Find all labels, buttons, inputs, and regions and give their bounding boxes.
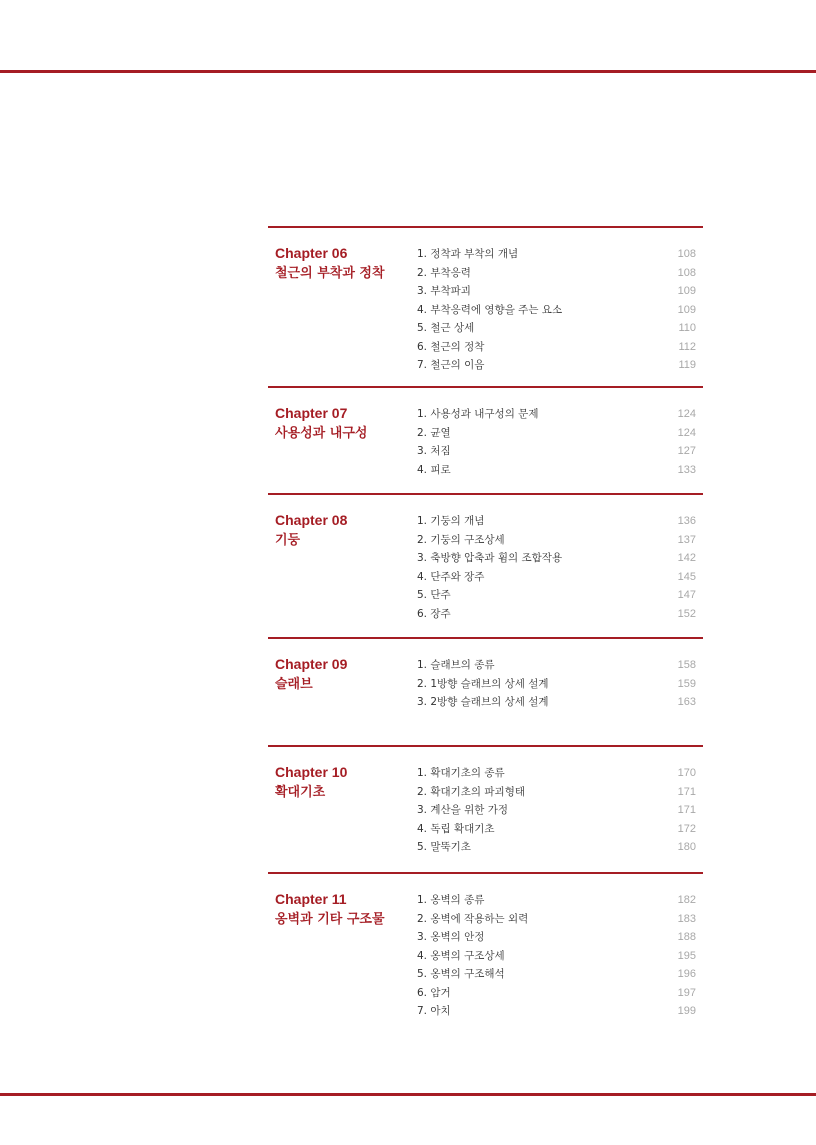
toc-entry[interactable] [417,319,703,338]
toc-entry[interactable] [417,356,703,375]
toc-entry[interactable] [417,801,703,820]
toc-entry-page: 183 [677,912,696,925]
toc-entry-label: 5. 단주 [417,589,451,601]
toc-entry[interactable] [417,928,703,947]
chapter-heading [275,403,415,444]
toc-entry-page: 147 [677,589,696,601]
toc-entry-label: 2. 확대기초의 파괴형태 [417,785,525,798]
toc-entry[interactable] [417,442,703,461]
toc-entry-label: 5. 철근 상세 [417,322,475,334]
toc-entry[interactable] [417,764,703,783]
toc-entry-page: 145 [677,570,696,583]
toc-entry[interactable] [417,301,703,320]
toc-entry-label: 6. 장주 [417,607,451,620]
toc-entry-page: 182 [677,894,696,906]
toc-entry-label: 2. 1방향 슬래브의 상세 설계 [417,677,549,690]
toc-entry-label: 1. 슬래브의 종류 [417,659,495,671]
toc-entry-label: 4. 단주와 장주 [417,570,485,583]
chapter-entries [417,228,703,375]
toc-entry-page: 112 [678,340,696,353]
chapter-title: 기둥 [275,533,301,548]
toc-entry-label: 3. 옹벽의 안정 [417,931,485,943]
toc-entry-label: 3. 처짐 [417,445,451,457]
toc-entry-page: 163 [677,696,696,708]
toc-entry[interactable] [417,891,703,910]
toc-entry[interactable] [417,984,703,1003]
toc-entry-page: 188 [677,931,696,943]
toc-entry-page: 171 [677,785,696,798]
toc-entry[interactable] [417,531,703,550]
toc-entry-label: 7. 아치 [417,1005,451,1017]
toc-entry-page: 180 [677,841,696,853]
toc-entry-page: 172 [677,822,696,835]
toc-entry-label: 5. 말뚝기초 [417,841,471,853]
toc-entry-page: 133 [677,463,696,476]
toc-entry-label: 6. 철근의 정착 [417,340,485,353]
chapter-number: Chapter 08 [275,512,348,528]
toc-entry[interactable] [417,549,703,568]
toc-entry-label: 4. 부착응력에 영향을 주는 요소 [417,303,563,316]
chapter-heading [275,762,415,803]
toc-entry[interactable] [417,675,703,694]
toc-entry-page: 170 [677,767,696,779]
toc-entry-page: 109 [677,285,696,297]
toc-entry[interactable] [417,424,703,443]
chapter-entries [417,388,703,479]
bottom-rule [0,1093,816,1096]
chapter-title: 확대기초 [275,785,326,800]
chapter-title: 철근의 부착과 정착 [275,266,385,281]
toc-entry[interactable] [417,1002,703,1021]
toc-entry-page: 197 [677,986,696,999]
chapter-number: Chapter 11 [275,891,347,907]
toc-entry-label: 2. 옹벽에 작용하는 외력 [417,912,529,925]
toc-entry[interactable] [417,656,703,675]
toc-entry-page: 136 [677,515,696,527]
toc-entry[interactable] [417,910,703,929]
toc-entry[interactable] [417,338,703,357]
toc-entry-label: 4. 독립 확대기초 [417,822,495,835]
toc-entry-label: 1. 확대기초의 종류 [417,767,505,779]
toc-entry[interactable] [417,965,703,984]
toc-entry-label: 1. 기둥의 개념 [417,515,485,527]
toc-entry-page: 127 [677,445,696,457]
toc-entry-label: 4. 옹벽의 구조상세 [417,949,505,962]
chapter-heading [275,243,415,284]
top-rule [0,70,816,73]
toc-entry-page: 195 [677,949,696,962]
toc-entry-label: 1. 정착과 부착의 개념 [417,248,519,260]
chapter-number: Chapter 06 [275,245,348,261]
chapter-entries [417,874,703,1021]
toc-entry[interactable] [417,838,703,857]
toc-entry-label: 2. 부착응력 [417,266,471,279]
toc-entry-page: 152 [677,607,696,620]
chapter-heading [275,654,415,695]
chapter-title: 슬래브 [275,677,313,692]
toc-entry-label: 2. 기둥의 구조상세 [417,533,505,546]
chapter-number: Chapter 07 [275,405,348,421]
toc-entry-page: 110 [678,322,696,334]
toc-entry[interactable] [417,605,703,624]
toc-entry-label: 5. 옹벽의 구조해석 [417,968,505,980]
chapter-11 [268,872,703,1034]
toc-entry-label: 6. 암거 [417,986,451,999]
toc-entry[interactable] [417,568,703,587]
table-of-contents [268,226,703,1034]
toc-entry-page: 158 [677,659,696,671]
toc-entry-page: 108 [677,266,696,279]
toc-entry-label: 3. 계산을 위한 가정 [417,804,509,816]
toc-entry-page: 159 [677,677,696,690]
toc-entry[interactable] [417,461,703,480]
chapter-09 [268,637,703,745]
toc-entry-page: 142 [677,552,696,564]
toc-entry[interactable] [417,820,703,839]
chapter-08 [268,493,703,637]
chapter-entries [417,747,703,857]
toc-entry[interactable] [417,512,703,531]
chapter-number: Chapter 10 [275,764,348,780]
toc-entry-page: 124 [677,426,696,439]
toc-entry-label: 1. 사용성과 내구성의 문제 [417,408,539,420]
chapter-entries [417,495,703,623]
toc-entry-page: 137 [677,533,696,546]
chapter-number: Chapter 09 [275,656,348,672]
chapter-title: 사용성과 내구성 [275,426,368,441]
chapter-heading [275,510,415,551]
toc-entry[interactable] [417,245,703,264]
toc-entry-label: 3. 부착파괴 [417,285,471,297]
toc-entry[interactable] [417,282,703,301]
toc-entry-label: 1. 옹벽의 종류 [417,894,485,906]
toc-entry[interactable] [417,783,703,802]
toc-entry-page: 119 [678,359,696,371]
toc-entry-label: 4. 피로 [417,463,451,476]
chapter-10 [268,745,703,872]
toc-entry[interactable] [417,947,703,966]
toc-entry-page: 108 [677,248,696,260]
chapter-entries [417,639,703,712]
chapter-06 [268,226,703,386]
toc-entry-label: 7. 철근의 이음 [417,359,485,371]
toc-entry-page: 109 [677,303,696,316]
toc-entry-label: 2. 균열 [417,426,451,439]
toc-entry-label: 3. 2방향 슬래브의 상세 설계 [417,696,549,708]
toc-entry-label: 3. 축방향 압축과 휨의 조합작용 [417,552,563,564]
toc-entry-page: 124 [677,408,696,420]
chapter-title: 옹벽과 기타 구조물 [275,912,385,927]
chapter-heading [275,889,415,930]
toc-entry[interactable] [417,264,703,283]
toc-entry-page: 196 [677,968,696,980]
toc-entry[interactable] [417,405,703,424]
toc-entry[interactable] [417,586,703,605]
toc-entry[interactable] [417,693,703,712]
toc-entry-page: 171 [677,804,696,816]
toc-entry-page: 199 [677,1005,696,1017]
chapter-07 [268,386,703,493]
